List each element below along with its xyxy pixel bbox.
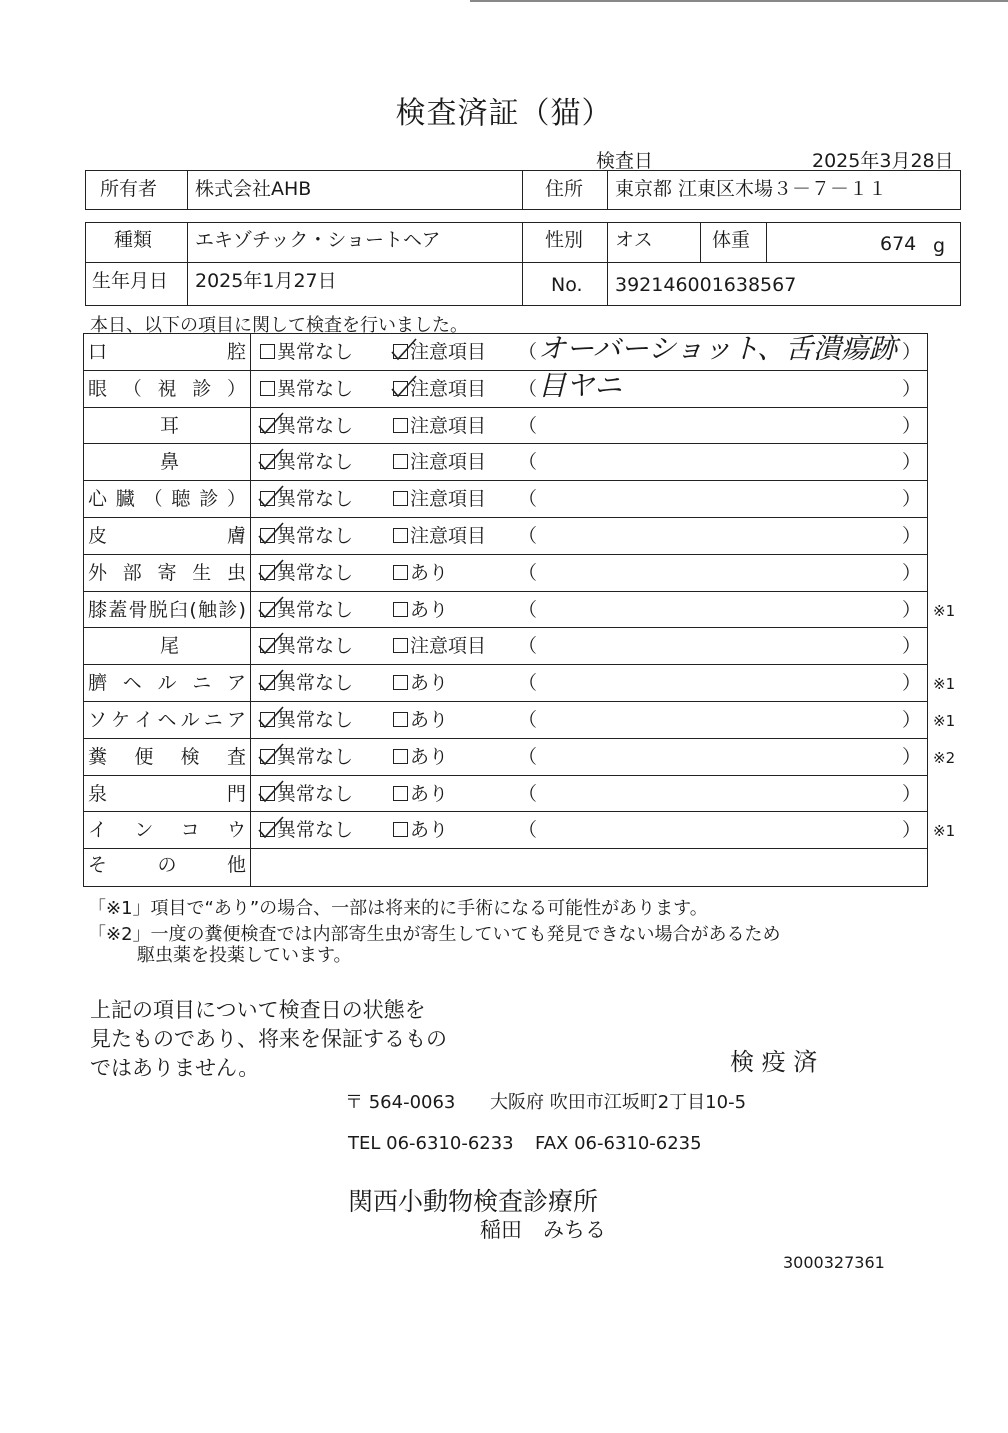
checkbox-icon[interactable] [393,822,408,837]
checkbox-icon[interactable] [260,712,275,727]
option-label: 注意項目 [410,635,487,658]
footnote-mark: ※1 [933,712,956,730]
checkbox-icon[interactable] [393,749,408,764]
option-label: 注意項目 [410,451,487,474]
no-abnormality-checkbox[interactable] [260,674,353,693]
no-abnormality-checkbox[interactable] [260,561,354,584]
vet-name: 稲田 みちる [480,1218,606,1242]
checkbox-icon[interactable] [260,454,275,469]
paren-open: （ [518,782,538,805]
document-number: 3000327361 [783,1253,885,1272]
no-value: 392146001638567 [615,274,797,296]
paren-close: ） [902,819,922,842]
paren-close: ） [902,745,922,768]
address-value: 東京都 江東区木場３－７－１１ [615,178,888,200]
attention-checkbox[interactable] [393,598,449,621]
birth-label: 生年月日 [92,270,169,292]
option-label: 異常なし [277,414,354,437]
paren-close: ） [902,598,922,621]
attention-checkbox[interactable] [393,527,486,546]
option-label: あり [410,672,449,695]
note-1: 「※1」項目で“あり”の場合、一部は将来的に手術になる可能性があります。 [88,898,708,919]
paren-open: （ [518,819,538,842]
checkbox-icon[interactable] [393,528,408,543]
inspection-item-label: 泉 門 [88,782,246,805]
attention-checkbox[interactable] [393,782,449,805]
attention-checkbox[interactable] [393,561,449,584]
breed-label: 種類 [114,229,153,251]
other-label: そ の 他 [88,854,246,876]
checkbox-icon[interactable] [393,786,408,801]
checkbox-icon[interactable] [260,565,275,580]
no-abnormality-checkbox[interactable] [260,637,353,656]
no-abnormality-checkbox[interactable] [260,527,353,546]
note-2b: 駆虫薬を投薬しています。 [137,945,352,966]
inspection-item-label: ソ ケ イ ヘ ル ニ ア [88,709,246,731]
option-label: あり [410,745,449,768]
disclaimer [90,996,447,1083]
checkbox-icon[interactable] [393,638,408,653]
paren-close: ） [902,451,922,474]
checkbox-icon[interactable] [393,565,408,580]
inspection-item-label: 眼 （ 視 診 ） [88,377,246,400]
clinic-address: 大阪府 吹田市江坂町2丁目10-5 [490,1092,747,1113]
inspection-item-label: 尾 [160,635,180,658]
no-abnormality-checkbox[interactable] [260,377,354,400]
paren-open: （ [518,672,538,695]
attention-checkbox[interactable] [393,490,486,509]
option-label: 異常なし [277,341,354,363]
option-label: 異常なし [277,561,354,584]
paren-close: ） [902,414,922,437]
handwritten-note: 目ヤニ [538,368,623,402]
option-label: 異常なし [277,782,354,805]
footnote-mark: ※2 [933,748,956,767]
document-title: 検査済証（猫） [395,96,613,131]
checkbox-icon[interactable] [260,749,275,764]
option-label: 異常なし [277,635,354,658]
birth-value: 2025年1月27日 [195,270,337,292]
checkbox-icon[interactable] [393,418,408,433]
paren-open: （ [518,451,538,474]
checkbox-icon[interactable] [260,602,275,617]
attention-checkbox[interactable] [393,343,486,362]
inspection-item-label: 糞 便 検 査 [88,745,246,768]
checkbox-icon[interactable] [260,344,275,359]
disclaimer-line-1: 上記の項目について検査日の状態を [90,998,426,1022]
checkbox-icon[interactable] [393,454,408,469]
footnote-mark: ※1 [933,675,956,694]
no-abnormality-checkbox[interactable] [260,453,353,472]
sex-label: 性別 [545,229,584,251]
footnote-mark: ※1 [933,601,956,620]
option-label: 注意項目 [410,488,487,511]
inspection-item-label: 口 腔 [88,341,246,363]
inspection-item-label: 外 部 寄 生 虫 [88,561,246,584]
inspection-stamp: 検 疫 済 [730,1048,818,1076]
checkbox-icon[interactable] [393,491,408,506]
attention-checkbox[interactable] [393,711,448,730]
attention-checkbox[interactable] [393,821,448,840]
paren-open: （ [518,341,538,363]
inspection-item-label: 心 臓 （ 聴 診 ） [88,488,246,511]
paren-close: ） [902,488,922,511]
no-abnormality-checkbox[interactable] [260,782,354,805]
postal-code: 〒 564-0063 [345,1092,456,1113]
inspection-item-label: 鼻 [160,451,180,474]
attention-checkbox[interactable] [393,745,449,768]
attention-checkbox[interactable] [393,637,486,656]
paren-close: ） [902,561,922,584]
option-label: 異常なし [277,451,354,474]
checkbox-icon[interactable] [393,712,408,727]
weight-label: 体重 [712,229,751,251]
option-label: 異常なし [277,525,354,547]
option-label: あり [410,709,449,731]
no-abnormality-checkbox[interactable] [260,711,353,730]
clinic-fax: FAX 06-6310-6235 [535,1133,702,1154]
paren-open: （ [518,598,538,621]
checkbox-icon[interactable] [393,602,408,617]
checkbox-icon[interactable] [260,418,275,433]
option-label: あり [410,561,449,584]
option-label: 注意項目 [410,377,487,400]
inspection-date: 2025年3月28日 [812,150,954,172]
attention-checkbox[interactable] [393,674,448,693]
checkbox-icon[interactable] [393,381,408,396]
checkbox-icon[interactable] [260,675,275,690]
inspection-item-label: 臍 ヘ ル ニ ア [88,672,246,695]
address-label: 住所 [545,178,584,200]
no-abnormality-checkbox[interactable] [260,821,353,840]
option-label: 異常なし [277,598,354,621]
attention-checkbox[interactable] [393,377,487,400]
no-label: No. [551,274,583,296]
checkbox-icon[interactable] [260,491,275,506]
attention-checkbox[interactable] [393,414,487,437]
option-label: あり [410,782,449,805]
option-label: あり [410,819,449,842]
option-label: 異常なし [277,488,354,511]
checkbox-icon[interactable] [260,381,275,396]
no-abnormality-checkbox[interactable] [260,598,354,621]
no-abnormality-checkbox[interactable] [260,490,353,509]
inspection-item-label: イ ン コ ウ [88,819,246,842]
paren-open: （ [518,745,538,768]
option-label: あり [410,598,449,621]
no-abnormality-checkbox[interactable] [260,745,354,768]
paren-open: （ [518,635,538,658]
checkbox-icon[interactable] [260,528,275,543]
clinic-name: 関西小動物検査診療所 [348,1187,599,1216]
paren-open: （ [518,488,538,511]
checkbox-icon[interactable] [260,822,275,837]
handwritten-note: オーバーショット、舌潰瘍跡 [538,332,897,365]
option-label: 注意項目 [410,414,487,437]
option-label: 異常なし [277,745,354,768]
paren-open: （ [518,377,538,400]
weight-value: 674 [880,233,917,255]
footnote-mark: ※1 [933,822,956,841]
paren-open: （ [518,561,538,584]
no-abnormality-checkbox[interactable] [260,343,353,362]
clinic-tel: TEL 06-6310-6233 [348,1133,514,1154]
option-label: 注意項目 [410,525,487,547]
inspection-item-label: 皮 膚 [88,525,246,547]
sex-value: オス [615,229,653,251]
scan-edge-line [470,0,1008,2]
inspection-date-label: 検査日 [596,150,654,172]
no-abnormality-checkbox[interactable] [260,414,354,437]
disclaimer-line-3: ではありません。 [90,1056,260,1080]
weight-unit: g [933,235,946,257]
option-label: 注意項目 [410,341,487,363]
paren-close: ） [902,341,922,363]
option-label: 異常なし [277,709,354,731]
checkbox-icon[interactable] [393,344,408,359]
paren-close: ） [902,782,922,805]
option-label: 異常なし [277,377,354,400]
paren-open: （ [518,525,538,547]
owner-value: 株式会社AHB [195,178,312,200]
option-label: 異常なし [277,819,354,842]
inspection-item-label: 耳 [160,414,180,437]
paren-open: （ [518,709,538,731]
paren-close: ） [902,709,922,731]
checkbox-icon[interactable] [260,638,275,653]
inspection-item-label: 膝 蓋 骨 脱 臼 ( 触 診 ) [88,598,246,621]
note-2: 「※2」一度の糞便検査では内部寄生虫が寄生していても発見できない場合があるため [88,924,781,945]
checkbox-icon[interactable] [260,786,275,801]
paren-close: ） [902,635,922,658]
breed-value: エキゾチック・ショートヘア [195,229,441,251]
checkbox-icon[interactable] [393,675,408,690]
intro-text: 本日、以下の項目に関して検査を行いました。 [90,315,468,336]
paren-open: （ [518,414,538,437]
option-label: 異常なし [277,672,354,695]
owner-label: 所有者 [100,178,158,200]
disclaimer-line-2: 見たものであり、将来を保証するもの [90,1027,447,1051]
paren-close: ） [902,377,922,400]
paren-close: ） [902,525,922,547]
paren-close: ） [902,672,922,695]
attention-checkbox[interactable] [393,453,486,472]
